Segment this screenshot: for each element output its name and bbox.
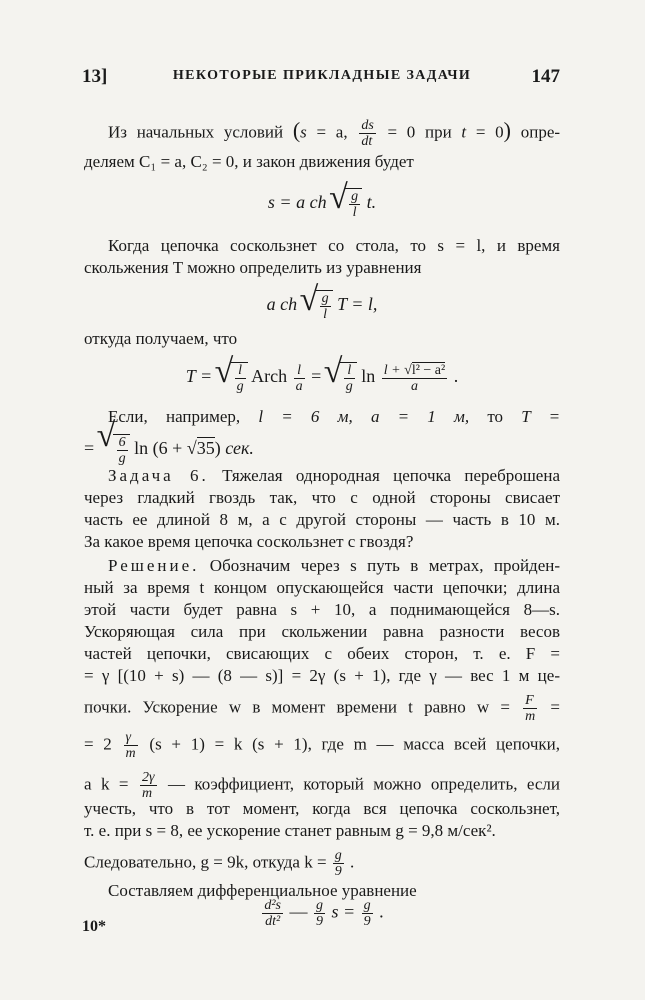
text-line: Ускоряющая сила при скольжении равна разности весов (84, 622, 560, 641)
task-label: Задача 6. (108, 466, 209, 485)
text-line: учесть, что в тот момент, когда вся цепочка соскользнет, (84, 799, 560, 818)
running-title: НЕКОТОРЫЕ ПРИКЛАДНЫЕ ЗАДАЧИ (172, 68, 472, 83)
text-line: частей цепочки, свисающих с обеих сторон, т. е. F = (84, 644, 560, 663)
page-number: 147 (531, 66, 560, 87)
text-line: a k = $\frac{2\gamma}{m}$ — коэффициент, который можно определить, если (84, 770, 561, 801)
text-line: Следовательно, g = 9k, откуда k = $\frac{g}{9}$ . (84, 848, 355, 879)
text-line: откуда получаем, что (84, 329, 238, 348)
formula-slide-time-equation: a ch √ $\frac{g}{l}$ T = l, (84, 290, 560, 322)
page-header (82, 66, 562, 92)
text-line: скольжения T можно определить из уравнения (84, 258, 422, 277)
text-line: За какое время цепочка соскользнет с гвоздя? (84, 532, 414, 551)
text-line: = γ [(10 + s) — (8 — s)] = 2γ (s + 1), где γ — вес 1 м це- (84, 666, 560, 685)
text-line: Решение. Обозначим через s путь в метрах, пройден- (108, 556, 560, 575)
text-line: деляем C₁ = a, C₂ = 0, и закон движения будет (84, 152, 414, 171)
text-line: Составляем дифференциальное уравнение (108, 881, 417, 900)
text-line: Задача 6. Тяжелая однородная цепочка переброшена (108, 466, 560, 485)
formula-differential-equation-display: $\frac{\text{d²s}}{\text{dt²}}$ — $\frac{g}{9}$ s = $\frac{g}{9}$ . (264, 898, 384, 929)
text-line: этой части будет равна s + 10, а поднимающейся 8—s. (84, 600, 560, 619)
formula-motion-law: s = a ch √ $\frac{g}{l}$ t. (84, 188, 560, 220)
signature-mark: 10* (82, 918, 106, 935)
solution-label: Решение. (108, 556, 200, 575)
text-line: ный за время t концом опускающейся части цепочки; длина (84, 578, 560, 597)
text-line: Если, например, l = 6 м, a = 1 м, то T = (108, 407, 561, 426)
text-line: т. е. при s = 8, ее ускорение станет равным g = 9,8 м/сек². (84, 821, 496, 840)
text-line: Когда цепочка соскользнет со стола, то s = l, и время (108, 236, 560, 255)
text-line: часть ее длиной 8 м, а с другой стороны — часть в 10 м. (84, 510, 560, 529)
text-line: Из начальных условий (s = a, $\frac{ds}{dt}$ = 0 при t = 0) опре- (108, 117, 561, 149)
text-line: через гладкий гвоздь так, что с одной стороны свисает (84, 488, 560, 507)
section-number: 13] (82, 66, 108, 87)
text-line: = 2 $\frac{\gamma}{m}$ (s + 1) = k (s + 1), где m — масса всей цепочки, (84, 730, 561, 761)
formula-T: T = √ $\frac{l}{g}$ Arch $\frac{l}{a}$ = √ $\frac{l}{g}$ ln $\frac{\text{l + √l² − a²}}{a}$ . (84, 362, 560, 394)
text-line: почки. Ускорение w в момент времени t равно w = $\frac{F}{m}$ = (84, 693, 561, 724)
text-line: = √ $\frac{6}{g}$ ln (6 + √35) сек. (84, 434, 560, 466)
